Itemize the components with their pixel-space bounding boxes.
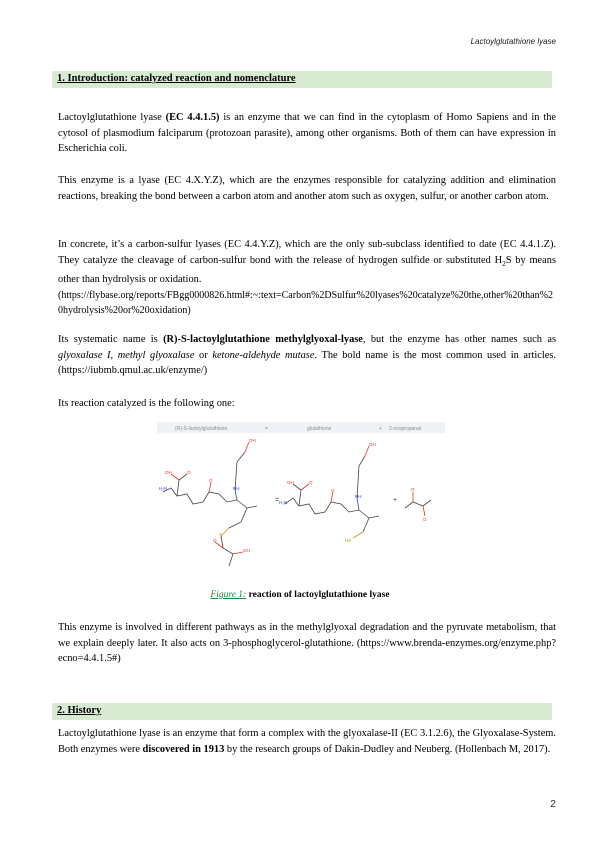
hydroxyl-atom: OH bbox=[287, 480, 294, 485]
ec-number: (EC 4.4.1.5) bbox=[165, 112, 220, 123]
backbone-bond bbox=[163, 488, 237, 504]
paragraph-pathways bbox=[58, 620, 556, 667]
text-run: . The bold name is the most common used in articles. (https://iubmb.qmul.ac.uk/enzyme/) bbox=[58, 349, 556, 377]
bond bbox=[369, 516, 379, 518]
text-run: This enzyme is a lyase (EC 4.X.Y.Z), which are the enzymes responsible for catalyzing addition and elimination reactions, breaking the bond between a carbon atom and another atom such as oxygen, sulfur, or another carbon atom. bbox=[58, 175, 556, 202]
running-header: Lactoylglutathione lyase bbox=[470, 37, 556, 46]
paragraph-carbon-sulfur bbox=[58, 237, 556, 319]
paragraph-reaction-intro bbox=[58, 396, 556, 412]
compound-label-product1: glutathione bbox=[307, 426, 332, 432]
bond bbox=[293, 484, 301, 490]
bond bbox=[237, 452, 245, 462]
text-run: S by means other than hydrolysis or oxidation. bbox=[58, 254, 556, 286]
paragraph-lyase bbox=[58, 173, 556, 204]
text-run: or bbox=[194, 349, 213, 361]
text-run: by the research groups of Dakin-Dudley and Neuberg. (Hollenbach M, 2017). bbox=[224, 743, 551, 755]
paragraph-intro bbox=[58, 110, 556, 157]
alt-name: ketone-aldehyde mutase bbox=[212, 349, 315, 361]
equals-sign: = bbox=[275, 497, 280, 504]
nh-atom: NH bbox=[233, 486, 240, 491]
oxygen-atom: O bbox=[423, 517, 427, 522]
oxygen-atom: O bbox=[411, 487, 415, 492]
text-run: is an enzyme that we can find in the cytoplasm of Homo Sapiens and in the cytosol of plasmodium falciparum (protozoan parasite), among other organisms. Both of them can have expression in Escherichia coli. bbox=[58, 112, 557, 155]
bond bbox=[331, 492, 333, 502]
hydroxyl-atom: OH bbox=[249, 438, 256, 443]
bond bbox=[229, 522, 241, 528]
reaction-figure bbox=[157, 422, 445, 584]
text-run: , but the enzyme has other names such as bbox=[362, 334, 556, 345]
bond bbox=[359, 510, 369, 518]
oxygen-atom: O bbox=[187, 470, 191, 475]
bond bbox=[423, 506, 425, 516]
methylglyoxal-structure bbox=[405, 492, 431, 516]
bond bbox=[221, 528, 229, 536]
subscript: 2 bbox=[502, 259, 506, 268]
paragraph-systematic-name bbox=[58, 332, 556, 379]
equals-sign-label: = bbox=[265, 426, 268, 432]
bond bbox=[365, 446, 369, 456]
thiol-atom: HS bbox=[345, 538, 352, 543]
bond bbox=[301, 484, 309, 490]
text-run: Lactoylglutathione lyase is an enzyme that form a complex with the glyoxalase-II (EC 3.1.2.6), the Glyoxalase-System. Both enzymes were bbox=[58, 728, 556, 755]
bond bbox=[221, 536, 223, 548]
bond bbox=[223, 548, 233, 554]
amine-atom: H₂N bbox=[279, 500, 288, 505]
bond bbox=[357, 498, 359, 510]
backbone-bond bbox=[405, 500, 431, 508]
bond bbox=[299, 490, 301, 506]
compound-label-reactant: (R)-S-lactoylglutathione bbox=[175, 426, 228, 432]
section-heading-introduction bbox=[52, 71, 552, 88]
figure-label: Figure 1: bbox=[210, 590, 247, 600]
systematic-name: (R)-S-lactoylglutathione methylglyoxal-lyase bbox=[163, 334, 363, 345]
section-heading-text: 1. Introduction: catalyzed reaction and nomenclature bbox=[57, 73, 296, 84]
alt-names: glyoxalase I, methyl glyoxalase bbox=[58, 349, 195, 361]
figure-caption-text: reaction of lactoylglutathione lyase bbox=[246, 590, 390, 600]
page-number: 2 bbox=[550, 798, 556, 810]
discovery-year: discovered in 1913 bbox=[142, 743, 225, 755]
bond bbox=[233, 552, 243, 554]
flybase-link[interactable]: (https://flybase.org/reports/FBgg0000826.html#:~:text=Carbon%2DSulfur%20lyases%20catalyze%20the,other%20than%20hydrolysis%20or%20oxidation) bbox=[58, 289, 553, 317]
section-heading-text: 2. History bbox=[57, 705, 102, 716]
backbone-bond bbox=[285, 498, 359, 514]
plus-sign-label: + bbox=[379, 426, 382, 432]
paragraph-history bbox=[58, 726, 556, 757]
text-run: Its reaction catalyzed is the following one: bbox=[58, 398, 235, 409]
hydroxyl-atom: OH bbox=[243, 548, 250, 553]
section-heading-history bbox=[52, 703, 552, 720]
oxygen-atom: O bbox=[309, 480, 313, 485]
bond bbox=[177, 480, 179, 496]
bond bbox=[229, 554, 233, 566]
text-run: This enzyme is involved in different pathways as in the methylglyoxal degradation and the pyruvate metabolism, that we explain deeply later. It also acts on 3-phosphoglycerol-glutathione. (https://www.brenda-enzymes.org/enzyme.php?ecno=4.4.1.5#) bbox=[58, 622, 556, 665]
bond bbox=[179, 474, 187, 480]
text-run: In concrete, it’s a carbon-sulfur lyases (EC 4.4.Y.Z), which are the only sub-subclass identified to date (EC 4.4.1.Z). They catalyze the cleavage of carbon-sulfur bond with the release of hydrogen sulfide or substituted H bbox=[58, 239, 556, 266]
text-run: Lactoylglutathione lyase bbox=[58, 112, 166, 123]
bond bbox=[245, 442, 249, 452]
bond bbox=[353, 532, 363, 538]
bond bbox=[241, 508, 247, 522]
compound-label-product2: 2-oxopropanal bbox=[389, 426, 421, 432]
sulfur-atom: S bbox=[219, 532, 223, 537]
bond bbox=[209, 482, 211, 492]
amine-atom: H₂N bbox=[159, 486, 168, 491]
bond bbox=[359, 456, 365, 466]
oxygen-atom: O bbox=[209, 478, 213, 483]
bond bbox=[237, 500, 247, 508]
oxygen-atom: O bbox=[331, 488, 335, 493]
oxygen-atom: O bbox=[213, 538, 217, 543]
bond bbox=[171, 474, 179, 480]
bond bbox=[247, 506, 257, 508]
bond bbox=[235, 490, 237, 500]
bond bbox=[363, 518, 369, 532]
hydroxyl-atom: OH bbox=[369, 442, 376, 447]
nh-atom: NH bbox=[355, 494, 362, 499]
figure-caption bbox=[0, 590, 600, 600]
text-run: Its systematic name is bbox=[58, 334, 164, 345]
plus-sign: + bbox=[393, 497, 398, 504]
hydroxyl-atom: OH bbox=[165, 470, 172, 475]
